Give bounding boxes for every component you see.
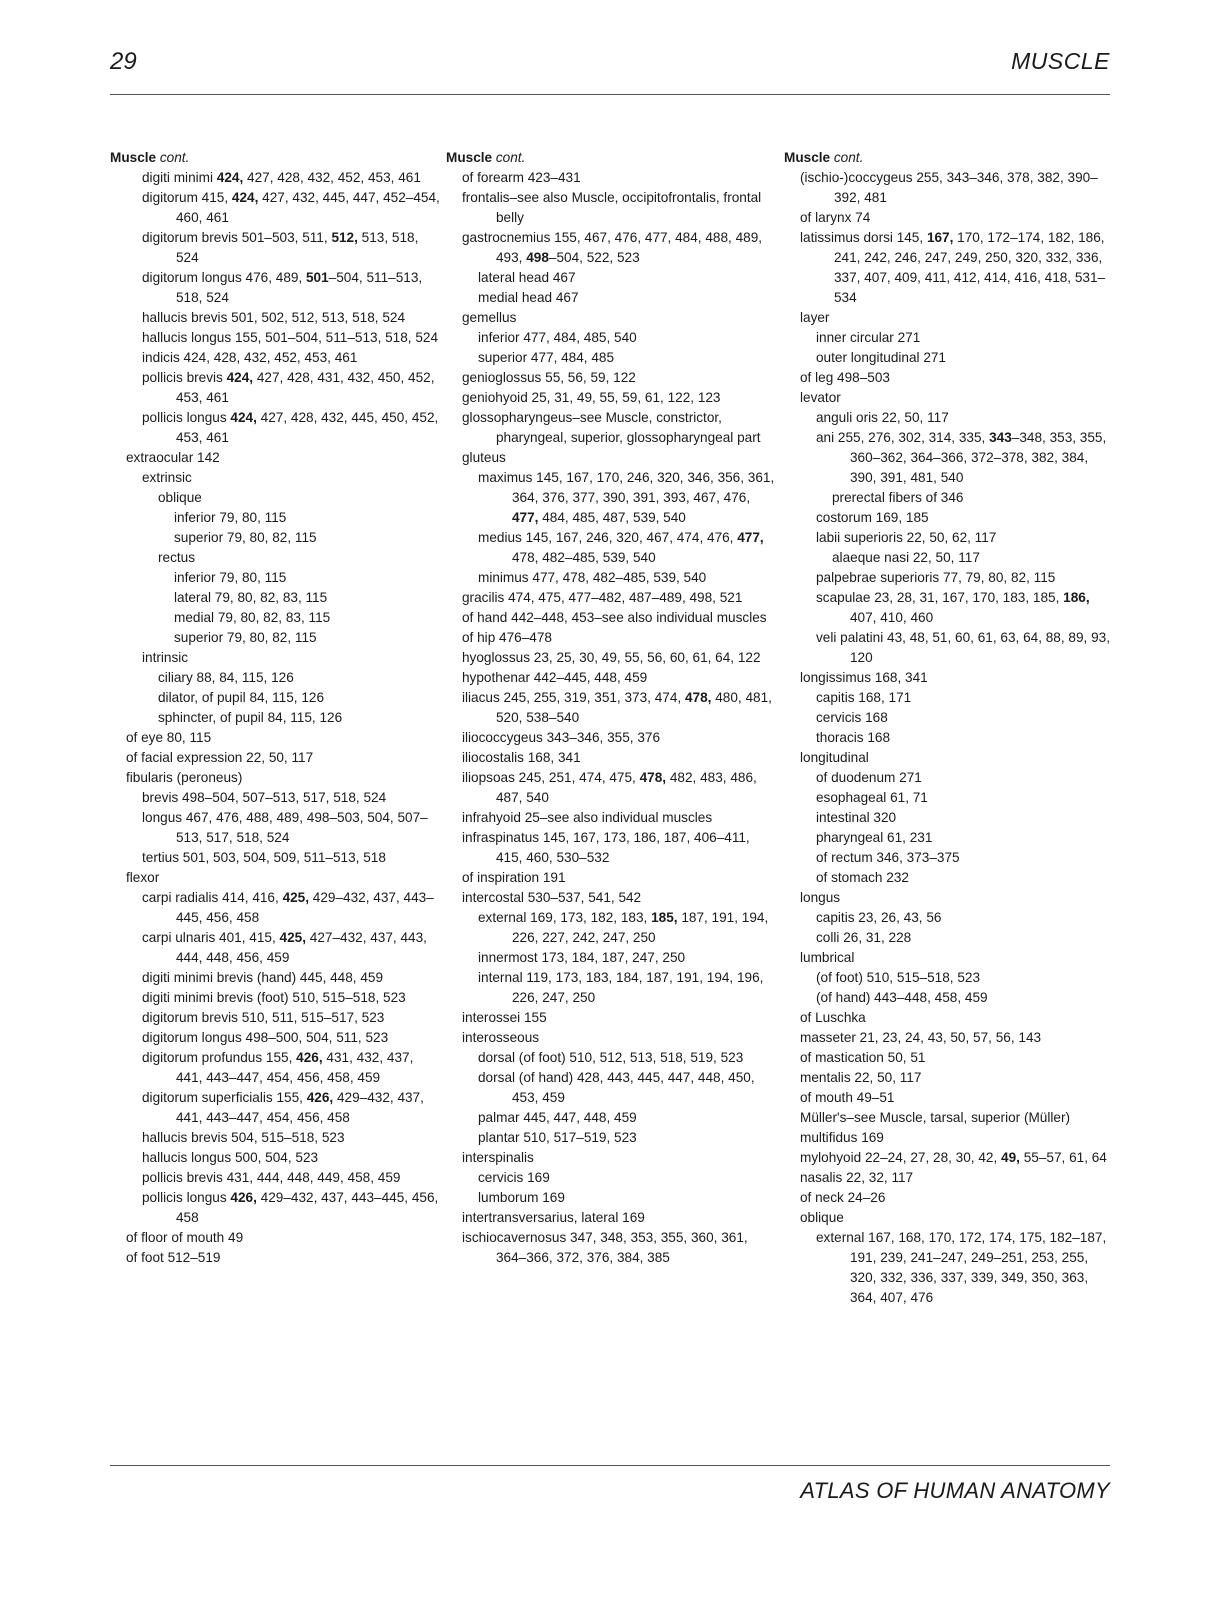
index-entry: dilator, of pupil 84, 115, 126: [158, 690, 325, 705]
index-entry: of facial expression 22, 50, 117: [126, 750, 314, 765]
index-entry: ciliary 88, 84, 115, 126: [158, 670, 294, 685]
index-entry: pollicis longus 424, 427, 428, 432, 445, 450, 452, 453, 461: [142, 410, 439, 445]
index-entry: plantar 510, 517–519, 523: [478, 1130, 637, 1145]
index-entry: latissimus dorsi 145, 167, 170, 172–174, 182, 186, 241, 242, 246, 247, 249, 250, 320, 332, 336, 337, 407, 409, 411, 412, 414, 416, 418, 531–534: [800, 230, 1106, 305]
index-entry: digitorum brevis 510, 511, 515–517, 523: [142, 1010, 385, 1025]
index-entry: glossopharyngeus–see Muscle, constrictor, pharyngeal, superior, glossopharyngeal part: [462, 410, 761, 445]
index-entry: of forearm 423–431: [462, 170, 581, 185]
index-column-3: [784, 148, 1114, 1308]
index-entry: interosseous: [462, 1030, 540, 1045]
index-entry: oblique: [800, 1210, 844, 1225]
index-entry: nasalis 22, 32, 117: [800, 1170, 914, 1185]
index-entry: ischiocavernosus 347, 348, 353, 355, 360, 361, 364–366, 372, 376, 384, 385: [462, 1230, 748, 1265]
index-entry: hallucis longus 500, 504, 523: [142, 1150, 319, 1165]
index-column-2: [446, 148, 776, 1268]
index-entry: digitorum longus 498–500, 504, 511, 523: [142, 1030, 389, 1045]
index-entry: infrahyoid 25–see also individual muscles: [462, 810, 713, 825]
index-entry: iliocostalis 168, 341: [462, 750, 581, 765]
heading-term: Muscle: [784, 150, 831, 165]
index-entry: pollicis longus 426, 429–432, 437, 443–445, 456, 458: [142, 1190, 439, 1225]
index-entry: interspinalis: [462, 1150, 534, 1165]
index-entry: internal 119, 173, 183, 184, 187, 191, 194, 196, 226, 247, 250: [478, 970, 764, 1005]
index-entry: hyoglossus 23, 25, 30, 49, 55, 56, 60, 61, 64, 122: [462, 650, 761, 665]
index-entry: infraspinatus 145, 167, 173, 186, 187, 406–411, 415, 460, 530–532: [462, 830, 750, 865]
index-entry: flexor: [126, 870, 160, 885]
index-entry: digitorum longus 476, 489, 501–504, 511–513, 518, 524: [142, 270, 423, 305]
index-entry: gracilis 474, 475, 477–482, 487–489, 498, 521: [462, 590, 743, 605]
index-entry: of hip 476–478: [462, 630, 552, 645]
index-entry: of leg 498–503: [800, 370, 890, 385]
index-entry: superior 79, 80, 82, 115: [174, 530, 317, 545]
index-entry: lateral head 467: [478, 270, 576, 285]
index-entry: of foot 512–519: [126, 1250, 221, 1265]
index-entry: intertransversarius, lateral 169: [462, 1210, 645, 1225]
index-entry: medius 145, 167, 246, 320, 467, 474, 476, 477, 478, 482–485, 539, 540: [478, 530, 764, 565]
index-entry: cervicis 168: [816, 710, 888, 725]
index-entry: iliopsoas 245, 251, 474, 475, 478, 482, 483, 486, 487, 540: [462, 770, 757, 805]
index-entry: palpebrae superioris 77, 79, 80, 82, 115: [816, 570, 1056, 585]
index-entry: dorsal (of foot) 510, 512, 513, 518, 519, 523: [478, 1050, 744, 1065]
index-entry: cervicis 169: [478, 1170, 550, 1185]
index-entry: of hand 442–448, 453–see also individual muscles: [462, 610, 767, 625]
index-entry: brevis 498–504, 507–513, 517, 518, 524: [142, 790, 387, 805]
index-entry: inferior 477, 484, 485, 540: [478, 330, 637, 345]
index-entry: digiti minimi brevis (foot) 510, 515–518, 523: [142, 990, 406, 1005]
index-entry: mylohyoid 22–24, 27, 28, 30, 42, 49, 55–57, 61, 64: [800, 1150, 1107, 1165]
index-entry: ani 255, 276, 302, 314, 335, 343–348, 353, 355, 360–362, 364–366, 372–378, 382, 384, 390, 391, 481, 540: [816, 430, 1107, 485]
footer-rule: [110, 1465, 1110, 1466]
index-entry: extrinsic: [142, 470, 192, 485]
index-entry: prerectal fibers of 346: [832, 490, 964, 505]
index-entry: innermost 173, 184, 187, 247, 250: [478, 950, 686, 965]
index-entry: gemellus: [462, 310, 517, 325]
index-entry: fibularis (peroneus): [126, 770, 243, 785]
index-entry: scapulae 23, 28, 31, 167, 170, 183, 185, 186, 407, 410, 460: [816, 590, 1090, 625]
index-entry: inferior 79, 80, 115: [174, 510, 287, 525]
index-entry: indicis 424, 428, 432, 452, 453, 461: [142, 350, 358, 365]
page-number: 29: [110, 48, 137, 75]
index-entry: maximus 145, 167, 170, 246, 320, 346, 356, 361, 364, 376, 377, 390, 391, 393, 467, 476, 477, 484, 485, 487, 539, 540: [478, 470, 775, 525]
index-entry: masseter 21, 23, 24, 43, 50, 57, 56, 143: [800, 1030, 1042, 1045]
index-entry: tertius 501, 503, 504, 509, 511–513, 518: [142, 850, 386, 865]
index-entry: digiti minimi 424, 427, 428, 432, 452, 453, 461: [142, 170, 421, 185]
index-entry: of mastication 50, 51: [800, 1050, 926, 1065]
index-entry: minimus 477, 478, 482–485, 539, 540: [478, 570, 707, 585]
index-entry: of neck 24–26: [800, 1190, 886, 1205]
heading-cont: cont.: [495, 150, 526, 165]
index-entry: digitorum 415, 424, 427, 432, 445, 447, 452–454, 460, 461: [142, 190, 440, 225]
index-entry: superior 79, 80, 82, 115: [174, 630, 317, 645]
index-entry: palmar 445, 447, 448, 459: [478, 1110, 637, 1125]
book-title: ATLAS OF HUMAN ANATOMY: [800, 1478, 1110, 1503]
index-entry: digitorum superficialis 155, 426, 429–432, 437, 441, 443–447, 454, 456, 458: [142, 1090, 424, 1125]
index-entry: hallucis brevis 501, 502, 512, 513, 518, 524: [142, 310, 406, 325]
index-entry: gluteus: [462, 450, 506, 465]
index-entry: labii superioris 22, 50, 62, 117: [816, 530, 997, 545]
index-entry: costorum 169, 185: [816, 510, 929, 525]
heading-cont: cont.: [159, 150, 190, 165]
index-entry: multifidus 169: [800, 1130, 884, 1145]
index-entry: genioglossus 55, 56, 59, 122: [462, 370, 636, 385]
index-entry: outer longitudinal 271: [816, 350, 946, 365]
index-column-1: [110, 148, 440, 1268]
index-entry: of duodenum 271: [816, 770, 922, 785]
index-entry: pollicis brevis 424, 427, 428, 431, 432, 450, 452, 453, 461: [142, 370, 435, 405]
index-entry: capitis 23, 26, 43, 56: [816, 910, 942, 925]
index-entry: extraocular 142: [126, 450, 220, 465]
index-entry: external 169, 173, 182, 183, 185, 187, 191, 194, 226, 227, 242, 247, 250: [478, 910, 769, 945]
index-entry: longus 467, 476, 488, 489, 498–503, 504, 507–513, 517, 518, 524: [142, 810, 428, 845]
index-entry: veli palatini 43, 48, 51, 60, 61, 63, 64, 88, 89, 93, 120: [816, 630, 1110, 665]
index-entry: inferior 79, 80, 115: [174, 570, 287, 585]
index-entry: pollicis brevis 431, 444, 448, 449, 458, 459: [142, 1170, 401, 1185]
index-entry: intercostal 530–537, 541, 542: [462, 890, 642, 905]
index-entry: lateral 79, 80, 82, 83, 115: [174, 590, 328, 605]
index-entry: of larynx 74: [800, 210, 871, 225]
index-entry: alaeque nasi 22, 50, 117: [832, 550, 980, 565]
index-entry: of Luschka: [800, 1010, 866, 1025]
index-entry: intrinsic: [142, 650, 189, 665]
index-entry: capitis 168, 171: [816, 690, 912, 705]
index-entry: external 167, 168, 170, 172, 174, 175, 182–187, 191, 239, 241–247, 249–251, 253, 255, 320, 332, 336, 337, 339, 349, 350, 363, 364, 407, 476: [816, 1230, 1107, 1305]
index-entry: lumbrical: [800, 950, 855, 965]
index-entry: longus: [800, 890, 841, 905]
column-heading: [784, 148, 1114, 168]
index-entry: medial 79, 80, 82, 83, 115: [174, 610, 331, 625]
index-entry: carpi ulnaris 401, 415, 425, 427–432, 437, 443, 444, 448, 456, 459: [142, 930, 427, 965]
index-entry: anguli oris 22, 50, 117: [816, 410, 949, 425]
index-entry: digitorum brevis 501–503, 511, 512, 513, 518, 524: [142, 230, 419, 265]
index-entry: mentalis 22, 50, 117: [800, 1070, 922, 1085]
index-entry: geniohyoid 25, 31, 49, 55, 59, 61, 122, 123: [462, 390, 721, 405]
index-entry: digitorum profundus 155, 426, 431, 432, 437, 441, 443–447, 454, 456, 458, 459: [142, 1050, 414, 1085]
index-entry: of mouth 49–51: [800, 1090, 895, 1105]
running-head: [110, 48, 1110, 88]
index-entry: of inspiration 191: [462, 870, 566, 885]
index-entry: carpi radialis 414, 416, 425, 429–432, 437, 443–445, 456, 458: [142, 890, 434, 925]
index-entry: thoracis 168: [816, 730, 891, 745]
index-entry: digiti minimi brevis (hand) 445, 448, 459: [142, 970, 384, 985]
index-entry: hallucis brevis 504, 515–518, 523: [142, 1130, 345, 1145]
index-entry: gastrocnemius 155, 467, 476, 477, 484, 488, 489, 493, 498–504, 522, 523: [462, 230, 763, 265]
index-entry: iliococcygeus 343–346, 355, 376: [462, 730, 661, 745]
index-entry: frontalis–see also Muscle, occipitofrontalis, frontal belly: [462, 190, 762, 225]
index-entry: longitudinal: [800, 750, 869, 765]
index-entry: of floor of mouth 49: [126, 1230, 244, 1245]
index-entry: iliacus 245, 255, 319, 351, 373, 474, 478, 480, 481, 520, 538–540: [462, 690, 772, 725]
header-rule: [110, 94, 1110, 95]
index-entry: inner circular 271: [816, 330, 921, 345]
index-entry: of eye 80, 115: [126, 730, 212, 745]
index-entry: oblique: [158, 490, 202, 505]
index-entry: (of hand) 443–448, 458, 459: [816, 990, 988, 1005]
index-entry: lumborum 169: [478, 1190, 565, 1205]
index-entry: rectus: [158, 550, 196, 565]
index-entry: intestinal 320: [816, 810, 897, 825]
index-entry: longissimus 168, 341: [800, 670, 928, 685]
index-entry: sphincter, of pupil 84, 115, 126: [158, 710, 343, 725]
heading-term: Muscle: [110, 150, 157, 165]
index-entry: superior 477, 484, 485: [478, 350, 615, 365]
index-entry: dorsal (of hand) 428, 443, 445, 447, 448, 450, 453, 459: [478, 1070, 755, 1105]
heading-term: Muscle: [446, 150, 493, 165]
index-entry: (ischio-)coccygeus 255, 343–346, 378, 382, 390–392, 481: [800, 170, 1098, 205]
index-entry: of stomach 232: [816, 870, 909, 885]
index-entry: layer: [800, 310, 830, 325]
index-entry: esophageal 61, 71: [816, 790, 928, 805]
index-entry: of rectum 346, 373–375: [816, 850, 960, 865]
index-entry: hypothenar 442–445, 448, 459: [462, 670, 648, 685]
index-entry: hallucis longus 155, 501–504, 511–513, 518, 524: [142, 330, 439, 345]
heading-cont: cont.: [833, 150, 864, 165]
index-entry: (of foot) 510, 515–518, 523: [816, 970, 981, 985]
index-entry: medial head 467: [478, 290, 579, 305]
index-entry: pharyngeal 61, 231: [816, 830, 933, 845]
index-entry: interossei 155: [462, 1010, 547, 1025]
index-entry: colli 26, 31, 228: [816, 930, 912, 945]
index-entry: Müller's–see Muscle, tarsal, superior (Müller): [800, 1110, 1071, 1125]
index-entry: levator: [800, 390, 841, 405]
column-heading: [110, 148, 440, 168]
column-heading: [446, 148, 776, 168]
section-title: MUSCLE: [1011, 48, 1110, 74]
